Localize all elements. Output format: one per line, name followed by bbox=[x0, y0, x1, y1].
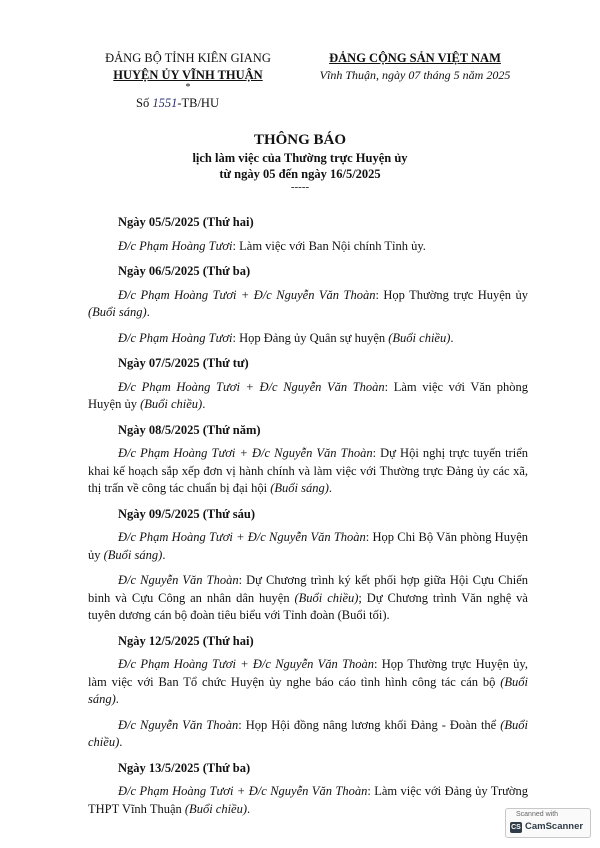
national-heading-block bbox=[300, 50, 530, 84]
schedule-day-heading: Ngày 09/5/2025 (Thứ sáu) bbox=[118, 506, 256, 521]
entry-session: (Buổi chiều) bbox=[88, 717, 528, 749]
document-subtitle: lịch làm việc của Thường trực Huyện ủy bbox=[192, 151, 408, 165]
schedule-day-heading: Ngày 08/5/2025 (Thứ năm) bbox=[118, 422, 261, 437]
title-block bbox=[0, 130, 600, 192]
schedule-day-heading: Ngày 12/5/2025 (Thứ hai) bbox=[118, 633, 254, 648]
entry-activity: : Họp Chi Bộ Văn phòng Huyện ủy bbox=[88, 530, 529, 562]
issue-date: Vĩnh Thuận, ngày 07 tháng 5 năm 2025 bbox=[319, 68, 511, 82]
schedule-entry bbox=[88, 656, 528, 709]
entry-participants: Đ/c Phạm Hoàng Tươi + Đ/c Nguyễn Văn Thoàn bbox=[118, 287, 376, 302]
entry-participants: Đ/c Phạm Hoàng Tươi + Đ/c Nguyễn Văn Thoàn bbox=[118, 784, 368, 798]
schedule-day-heading: Ngày 13/5/2025 (Thứ ba) bbox=[118, 760, 251, 775]
entry-participants: Đ/c Phạm Hoàng Tươi + Đ/c Nguyễn Văn Thoàn bbox=[118, 530, 366, 544]
entry-tail: . bbox=[328, 481, 333, 495]
issuer-block bbox=[88, 50, 288, 92]
watermark-caption: Scanned with bbox=[516, 811, 559, 818]
document-title: THÔNG BÁO bbox=[253, 132, 347, 148]
watermark-brand: CamScanner bbox=[525, 821, 584, 832]
entry-tail: . bbox=[115, 692, 119, 706]
schedule-entry bbox=[88, 572, 528, 625]
entry-participants: Đ/c Phạm Hoàng Tươi bbox=[118, 330, 233, 345]
schedule-entry bbox=[88, 379, 528, 414]
entry-tail: . bbox=[162, 547, 166, 562]
entry-participants: Đ/c Phạm Hoàng Tươi + Đ/c Nguyễn Văn Thoàn bbox=[118, 446, 373, 460]
entry-tail: ; Dự Chương trình Văn nghệ và tuyên dương cán bộ đoàn tiêu biểu với Tỉnh đoàn (Buổi tối). bbox=[88, 590, 528, 622]
document-number-value: 1551 bbox=[152, 96, 178, 110]
camscanner-watermark bbox=[505, 808, 591, 838]
issuer-party-committee: ĐẢNG BỘ TỈNH KIÊN GIANG bbox=[105, 51, 271, 65]
schedule-entry bbox=[88, 717, 528, 752]
entry-session: (Buổi sáng) bbox=[88, 674, 528, 706]
entry-activity: : Họp Thường trực Huyện ủy, làm việc với Ban Tổ chức Huyện ủy nghe báo cáo tình hình công tác cán bộ bbox=[88, 657, 528, 689]
document-number-prefix: Số bbox=[136, 96, 150, 110]
schedule-day-heading: Ngày 05/5/2025 (Thứ hai) bbox=[118, 215, 254, 229]
document-number-suffix: -TB/HU bbox=[177, 96, 219, 110]
entry-tail: . bbox=[119, 735, 123, 749]
schedule-entry bbox=[88, 287, 528, 322]
entry-activity: : Dự Chương trình ký kết phối hợp giữa Hội Cựu Chiến binh và Cựu Công an nhân dân huyện bbox=[88, 573, 528, 605]
title-separator: ----- bbox=[290, 181, 310, 193]
schedule-day-heading: Ngày 06/5/2025 (Thứ ba) bbox=[118, 264, 251, 278]
entry-activity: : Họp Đảng ủy Quân sự huyện bbox=[232, 330, 389, 345]
entry-participants: Đ/c Phạm Hoàng Tươi bbox=[118, 238, 233, 253]
entry-activity: : Dự Hội nghị trực tuyến triển khai kế hoạch sắp xếp đơn vị hành chính và làm việc với Thường trực Đảng ủy các xã, thị trấn về công tác chuẩn bị đại hội bbox=[88, 446, 528, 495]
entry-session: (Buổi chiều) bbox=[294, 590, 359, 605]
schedule-entry bbox=[88, 238, 528, 256]
entry-session: (Buổi chiều) bbox=[388, 330, 451, 345]
entry-session: (Buổi sáng) bbox=[88, 305, 147, 319]
schedule-day-heading: Ngày 07/5/2025 (Thứ tư) bbox=[118, 356, 249, 370]
entry-participants: Đ/c Nguyễn Văn Thoàn bbox=[118, 717, 239, 732]
schedule-entry bbox=[88, 445, 528, 498]
schedule-entry bbox=[88, 330, 528, 348]
entry-participants: Đ/c Phạm Hoàng Tươi + Đ/c Nguyễn Văn Thoàn bbox=[118, 657, 375, 671]
entry-tail: . bbox=[146, 305, 150, 319]
document-number bbox=[136, 96, 219, 111]
entry-session: (Buổi chiều) bbox=[184, 801, 248, 816]
entry-session: (Buổi sáng) bbox=[103, 547, 163, 562]
camscanner-icon: CS bbox=[511, 824, 521, 831]
issuer-star: * bbox=[185, 82, 191, 93]
issuer-district-committee: HUYỆN ỦY VĨNH THUẬN bbox=[113, 68, 263, 82]
entry-tail: . bbox=[247, 801, 251, 816]
entry-session: (Buổi chiều) bbox=[140, 397, 203, 411]
entry-tail: . bbox=[202, 397, 206, 411]
entry-participants: Đ/c Phạm Hoàng Tươi + Đ/c Nguyễn Văn Thoàn bbox=[118, 379, 385, 394]
entry-activity: : Làm việc với Đảng ủy Trường THPT Vĩnh Thuận bbox=[88, 784, 529, 816]
entry-tail: . bbox=[450, 330, 454, 345]
entry-activity: : Làm việc với Ban Nội chính Tỉnh ủy. bbox=[232, 238, 426, 253]
party-name: ĐẢNG CỘNG SẢN VIỆT NAM bbox=[329, 51, 501, 65]
schedule-entry bbox=[88, 529, 528, 564]
entry-activity: : Làm việc với Văn phòng Huyện ủy bbox=[88, 379, 528, 411]
entry-activity: : Họp Thường trực Huyện ủy bbox=[375, 287, 528, 302]
document-date-range: từ ngày 05 đến ngày 16/5/2025 bbox=[219, 167, 381, 181]
entry-participants: Đ/c Nguyễn Văn Thoàn bbox=[118, 573, 239, 587]
schedule-entry bbox=[88, 783, 528, 818]
schedule-list bbox=[88, 214, 528, 826]
entry-session: (Buổi sáng) bbox=[270, 481, 329, 495]
entry-activity: : Họp Hội đồng nâng lương khối Đảng - Đoàn thể bbox=[238, 717, 501, 732]
